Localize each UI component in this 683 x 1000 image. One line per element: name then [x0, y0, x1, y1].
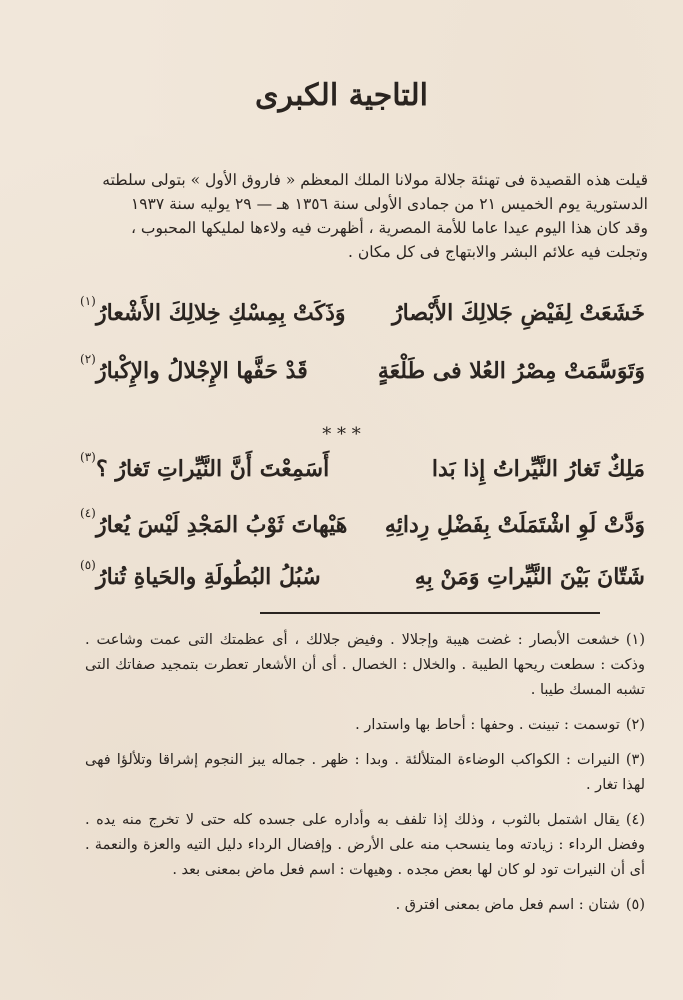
verse-second-hemistich: أَسَمِعْتَ أَنَّ النَّيِّراتِ تَغارُ ؟ [96, 456, 330, 482]
footnote [85, 893, 645, 918]
verse-second-hemistich: هَيْهاتَ ثَوْبُ المَجْدِ لَيْسَ يُعارُ [96, 512, 348, 538]
verse-first-hemistich: وَدَّتْ لَوِ اشْتَمَلَتْ بِفَضْلِ رِدائِهِ [384, 512, 645, 538]
footnote-number: (٢) [625, 717, 645, 733]
intro-line: قيلت هذه القصيدة فى تهنئة جلالة مولانا الملك المعظم « فاروق الأول » بتولى سلطته [102, 171, 648, 189]
verse-second-hemistich: وَذَكَتْ بِمِسْكِ خِلالِكَ الأَشْعارُ [96, 300, 346, 326]
verse-first-hemistich: مَلِكٌ تَغارُ النَّيِّراتُ إِذا بَدا [431, 456, 645, 482]
footnote-text: النيرات : الكواكب الوضاءة المتلألئة . وبدا : ظهر . جماله يبز النجوم إشراقا وتلألؤا فهى لهذا تغار . [85, 752, 645, 793]
verse-first-hemistich: خَشَعَتْ لِفَيْضِ جَلالِكَ الأَبْصارُ [392, 300, 645, 326]
footnote-ref: (٥) [80, 558, 96, 572]
footnote-divider [260, 612, 600, 614]
footnote-number: (١) [625, 632, 645, 648]
verse-5 [80, 558, 645, 608]
footnote-ref: (٣) [80, 450, 96, 464]
footnote [85, 808, 645, 883]
verse-4 [80, 506, 645, 556]
footnote-number: (٤) [625, 812, 645, 828]
poem-title: التاجية الكبرى [255, 78, 428, 113]
intro-line: وقد كان هذا اليوم عيدا عاما للأمة المصرية ، أظهرت فيه ولاءها لمليكها المحبوب ، [130, 219, 648, 237]
verse-first-hemistich: شَتّانَ بَيْنَ النَّيِّراتِ وَمَنْ بِهِ [414, 564, 645, 590]
verse-second-hemistich: قَدْ حَفَّها الإِجْلالُ والإِكْبارُ [96, 358, 308, 384]
footnote [85, 628, 645, 703]
verse-1 [80, 294, 645, 344]
verse-first-hemistich: وَتَوَسَّمَتْ مِصْرُ العُلا فى طَلْعَةٍ [377, 358, 645, 384]
footnote-number: (٣) [625, 752, 645, 768]
verse-2 [80, 352, 645, 402]
verse-3 [80, 450, 645, 500]
footnote [85, 748, 645, 798]
intro-line: وتجلت فيه علائم البشر والابتهاج فى كل مكان . [347, 243, 648, 261]
footnote-number: (٥) [625, 897, 645, 913]
section-stars: * * * [322, 424, 361, 445]
footnote-text: شتان : اسم فعل ماض بمعنى افترق . [395, 897, 620, 913]
footnote-ref: (٤) [80, 506, 96, 520]
footnote-text: توسمت : تبينت . وحفها : أحاط بها واستدار . [355, 717, 620, 733]
footnote [85, 713, 645, 738]
footnotes [85, 628, 645, 928]
footnote-text: يقال اشتمل بالثوب ، وذلك إذا تلفف به وأداره على جسده كله حتى لا تخرج منه يده . وفضل الرداء : زيادته وما ينسحب منه على الأرض . وإفضال الرداء دليل التيه والعزة والنعمة . أى أن النيرات تود لو كان لها بعض مجده . وهيهات : اسم فعل ماض بمعنى بعد . [85, 812, 645, 878]
intro-line: الدستورية يوم الخميس ٢١ من جمادى الأولى سنة ١٣٥٦ هـ — ٢٩ يوليه سنة ١٩٣٧ [130, 195, 648, 213]
footnote-ref: (٢) [80, 352, 96, 366]
verse-second-hemistich: سُبُلُ البُطُولَةِ والحَياةِ تُنارُ [96, 564, 321, 590]
intro-paragraph [88, 168, 648, 264]
footnote-ref: (١) [80, 294, 96, 308]
footnote-text: خشعت الأبصار : غضت هيبة وإجلالا . وفيض جلالك ، أى عظمتك التى عمت وشاعت . وذكت : سطعت ريحها الطيبة . والخلال : الخصال . أى أن الأشعار تعطرت بتمجيد صفاتك التى تشبه المسك طيبا . [85, 632, 645, 698]
